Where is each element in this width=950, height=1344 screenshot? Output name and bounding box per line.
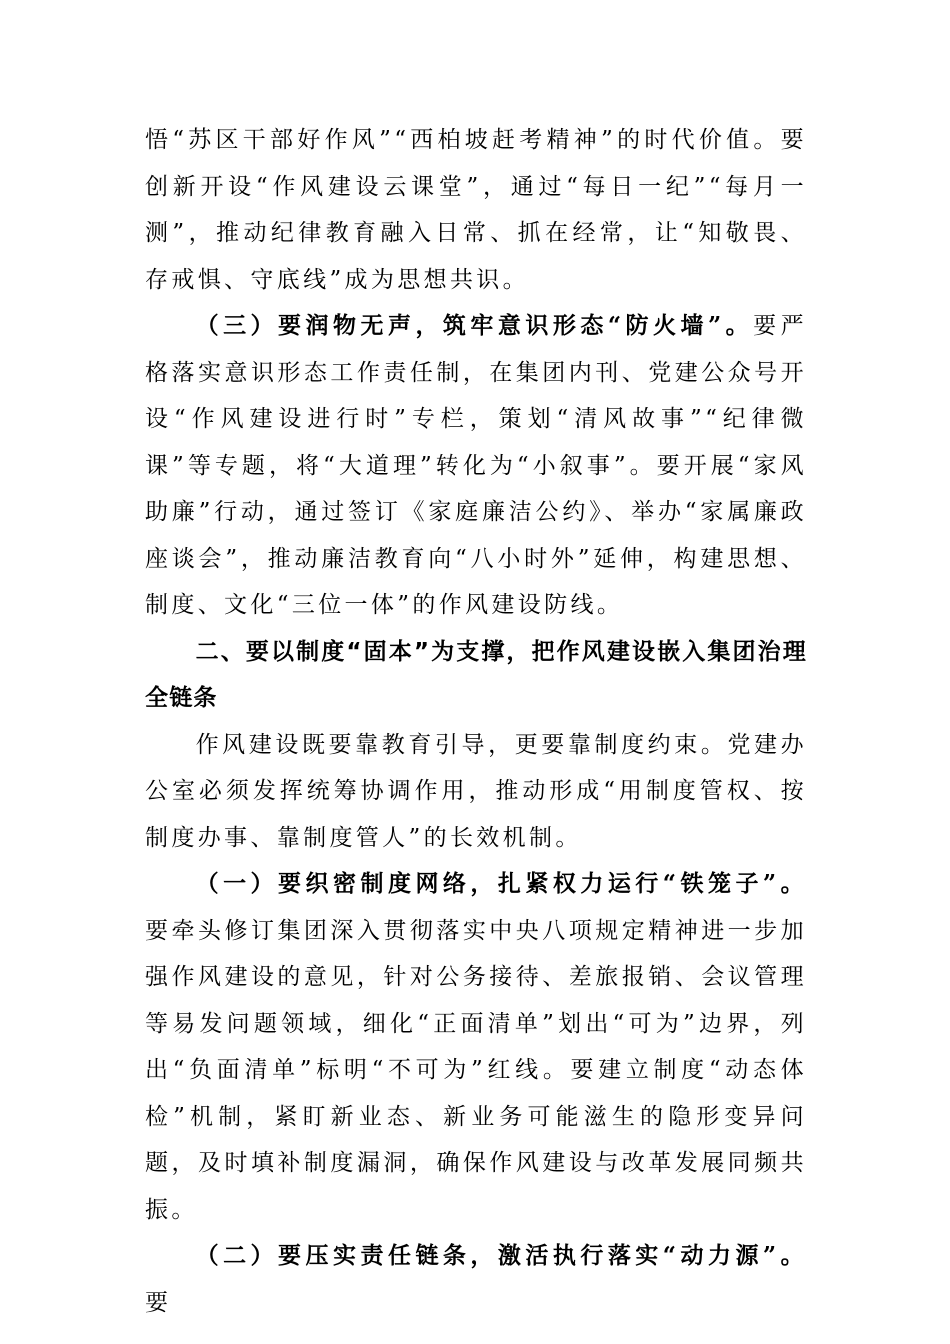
paragraph-continuation: 悟“苏区干部好作风”“西柏坡赶考精神”的时代价值。要创新开设“作风建设云课堂”，通过“每日一纪”“每月一测”，推动纪律教育融入日常、抓在经常，让“知敬畏、存戒惧、守底线”成为思想共识。	[145, 127, 807, 293]
subsection-three-lead: （三）要润物无声，筑牢意识形态“防火墙”。	[195, 312, 754, 339]
document-page	[145, 117, 807, 1326]
paragraph-body: 作风建设既要靠教育引导，更要靠制度约束。党建办公室必须发挥统筹协调作用，推动形成“用制度管权、按制度办事、靠制度管人”的长效机制。	[145, 731, 807, 851]
subsection-three	[145, 303, 807, 629]
section-heading-two: 二、要以制度“固本”为支撑，把作风建设嵌入集团治理全链条	[145, 638, 807, 711]
subsection-one-body: 要牵头修订集团深入贯彻落实中央八项规定精神进一步加强作风建设的意见，针对公务接待、差旅报销、会议管理等易发问题领域，细化“正面清单”划出“可为”边界，列出“负面清单”标明“不可为”红线。要建立制度“动态体检”机制，紧盯新业态、新业务可能滋生的隐形变异问题，及时填补制度漏洞，确保作风建设与改革发展同频共振。	[145, 917, 807, 1223]
subsection-one	[145, 861, 807, 1233]
subsection-three-body: 要严格落实意识形态工作责任制，在集团内刊、党建公众号开设“作风建设进行时”专栏，策划“清风故事”“纪律微课”等专题，将“大道理”转化为“小叙事”。要开展“家风助廉”行动，通过签订《家庭廉洁公约》、举办“家属廉政座谈会”，推动廉洁教育向“八小时外”延伸，构建思想、制度、文化“三位一体”的作风建设防线。	[145, 313, 808, 618]
subsection-two	[145, 1233, 807, 1326]
subsection-two-lead: （二）要压实责任链条，激活执行落实“动力源”。	[195, 1242, 807, 1269]
subsection-one-lead: （一）要织密制度网络，扎紧权力运行“铁笼子”。	[195, 870, 807, 897]
subsection-two-body: 要	[145, 1289, 172, 1316]
